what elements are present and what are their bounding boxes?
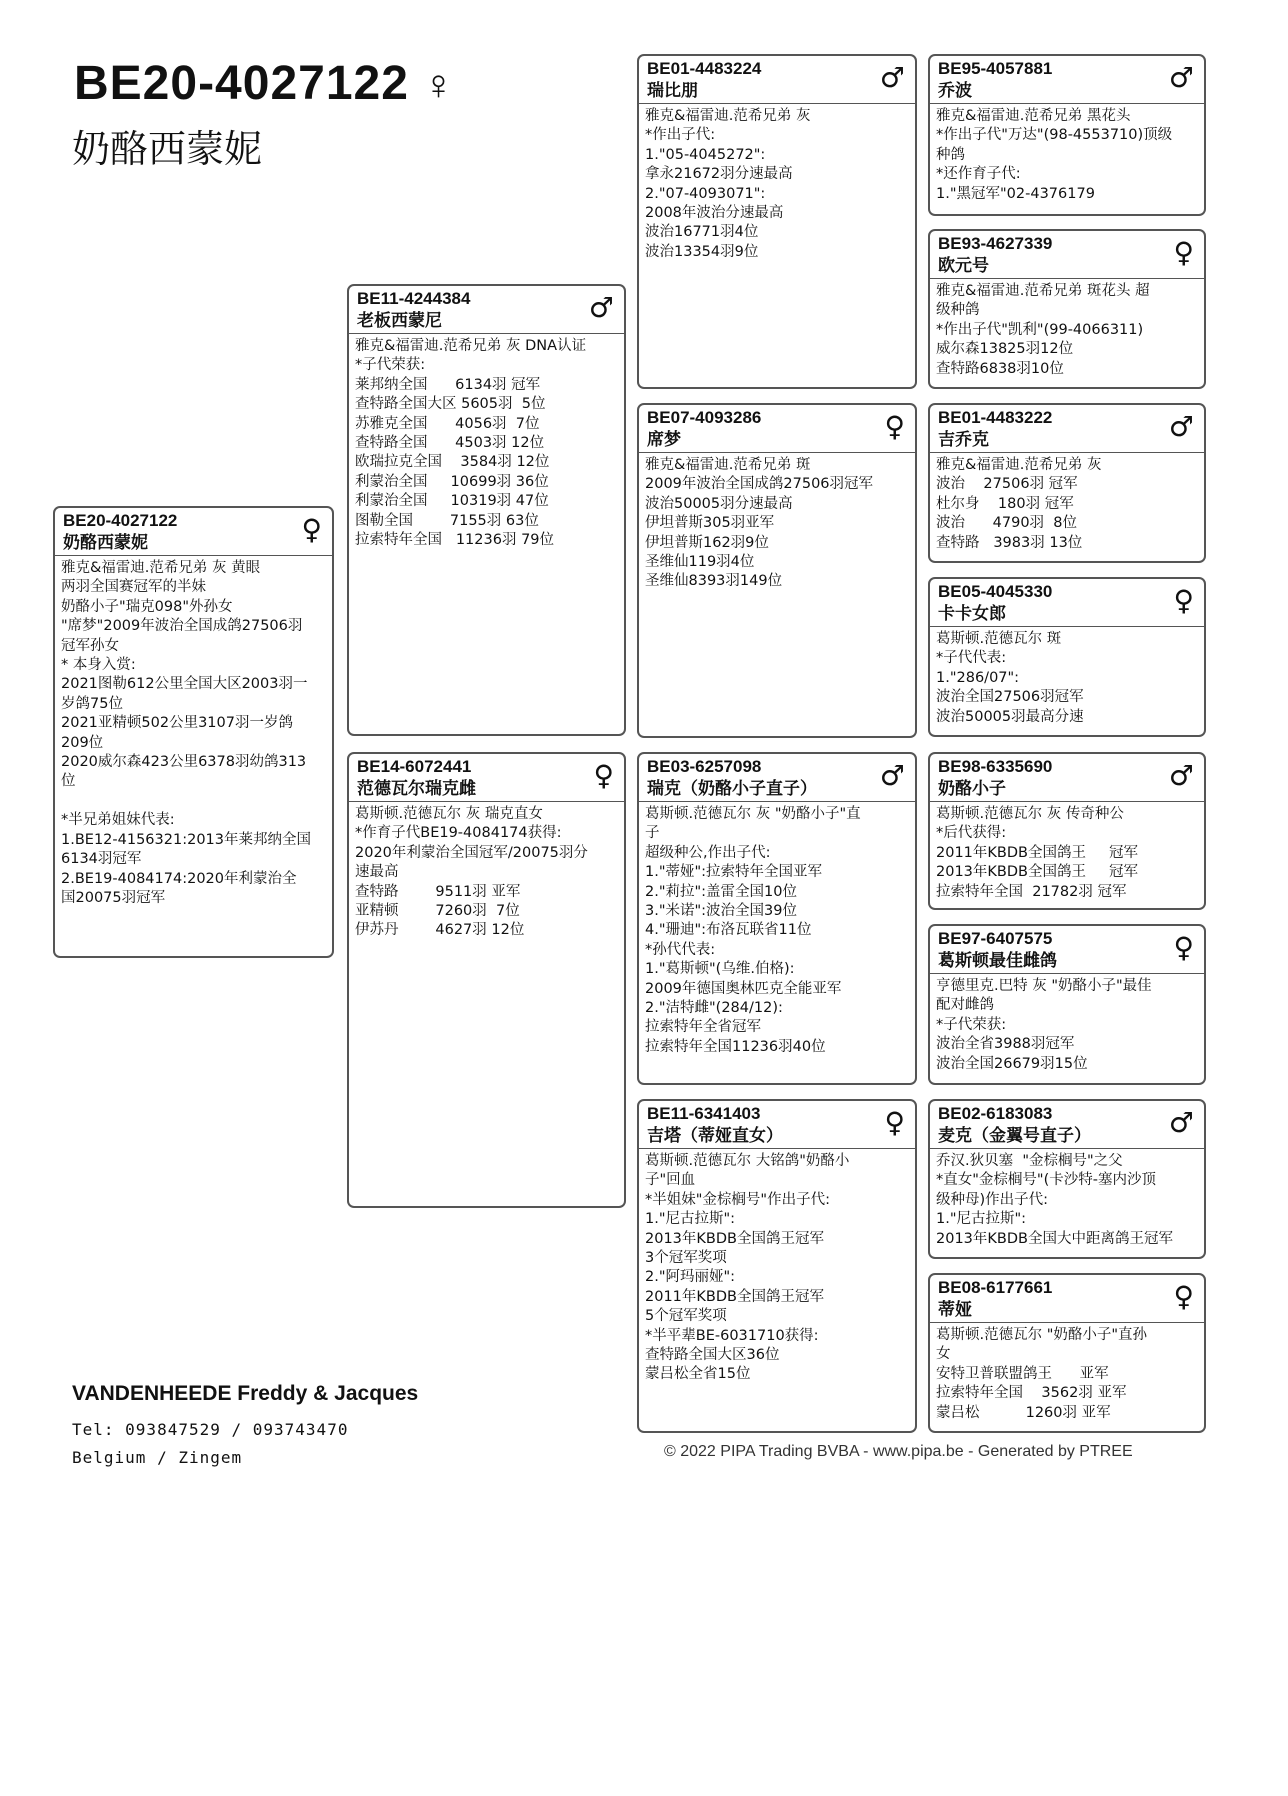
male-icon: ♂	[1168, 759, 1194, 792]
subject-ring-number: BE20-4027122	[74, 57, 409, 110]
note-line: 2011年KBDB全国鸽王冠军	[645, 1288, 824, 1305]
pedigree-card-sire-dam	[637, 403, 917, 738]
pedigree-card-dam	[347, 752, 626, 1208]
note-line: 圣维仙119羽4位	[645, 554, 755, 571]
note-line: 欧瑞拉克全国 3584羽 12位	[355, 454, 550, 471]
pedigree-card-sire-sire	[637, 54, 917, 389]
card-notes	[55, 556, 332, 911]
note-line: 2009年德国奥林匹克全能亚军	[645, 980, 842, 997]
pigeon-name: 奶酪小子	[938, 779, 1006, 799]
note-line: 2021图勒612公里全国大区2003羽一	[61, 676, 308, 693]
note-line: 蒙吕松全省15位	[645, 1366, 751, 1383]
female-icon: ♀	[593, 759, 614, 792]
card-header	[930, 926, 1204, 974]
pigeon-name: 席梦	[647, 430, 681, 450]
note-line: 1."葛斯顿"(乌维.伯格):	[645, 961, 795, 978]
note-line: 拉索特年全国 21782羽 冠军	[936, 883, 1127, 900]
note-line: *作出子代"凯利"(99-4066311)	[936, 321, 1144, 338]
pedigree-card-dsd	[928, 924, 1206, 1085]
note-line: 葛斯顿.范德瓦尔 斑	[936, 631, 1062, 647]
note-line: 波治全国26679羽15位	[936, 1055, 1088, 1072]
card-header	[639, 754, 915, 802]
card-notes	[930, 1149, 1204, 1252]
note-line: 2013年KBDB全国鸽王冠军	[645, 1230, 824, 1247]
note-line: 种鸽	[936, 146, 965, 163]
note-line: 圣维仙8393羽149位	[645, 573, 783, 590]
note-line: 子"回血	[645, 1172, 696, 1189]
card-notes	[639, 1149, 915, 1388]
male-icon: ♂	[879, 61, 905, 94]
note-line: 苏雅克全国 4056羽 7位	[355, 415, 540, 432]
pigeon-name: 吉乔克	[938, 430, 989, 450]
female-icon: ♀	[1173, 584, 1194, 617]
note-line: 拿永21672羽分速最高	[645, 166, 793, 183]
note-line: 1."蒂娅":拉索特年全国亚军	[645, 864, 823, 881]
card-header	[639, 56, 915, 104]
note-line: 雅克&福雷迪.范希兄弟 灰 DNA认证	[355, 338, 587, 354]
note-line: 亨德里克.巴特 灰 "奶酪小子"最佳	[936, 978, 1152, 994]
card-header	[930, 405, 1204, 453]
note-line: 查特路6838羽10位	[936, 360, 1064, 377]
note-line: 杜尔身 180羽 冠军	[936, 495, 1074, 512]
card-notes	[930, 279, 1204, 382]
card-header	[930, 1101, 1204, 1149]
note-line: 查特路全国大区 5605羽 5位	[355, 396, 546, 413]
note-line: 蒙吕松 1260羽 亚军	[936, 1404, 1111, 1421]
pigeon-name: 吉塔（蒂娅直女）	[647, 1126, 783, 1146]
pedigree-card-subject	[53, 506, 334, 958]
male-icon: ♂	[1168, 61, 1194, 94]
note-line: *子代荣获:	[355, 357, 426, 374]
card-header	[930, 231, 1204, 279]
note-line: 2020年利蒙治全国冠军/20075羽分	[355, 844, 588, 861]
female-icon: ♀	[1173, 931, 1194, 964]
pedigree-card-dds	[928, 1099, 1206, 1259]
note-line: 5个冠军奖项	[645, 1308, 727, 1325]
breeder-name: VANDENHEEDE Freddy & Jacques	[72, 1382, 419, 1405]
note-line: 拉索特年全省冠军	[645, 1019, 761, 1036]
card-header	[930, 579, 1204, 627]
note-line: 波治50005羽最高分速	[936, 708, 1084, 725]
card-notes	[639, 802, 915, 1060]
note-line: *半姐妹"金棕榈号"作出子代:	[645, 1191, 830, 1208]
card-notes	[930, 1323, 1204, 1426]
note-line: 查特路全国 4503羽 12位	[355, 435, 545, 452]
note-line: 速最高	[355, 864, 399, 881]
card-header	[55, 508, 332, 556]
note-line: *半兄弟姐妹代表:	[61, 812, 175, 829]
note-line: 利蒙治全国 10699羽 36位	[355, 473, 549, 490]
note-line: 波治 27506羽 冠军	[936, 476, 1078, 493]
ring-number: BE01-4483222	[938, 408, 1053, 427]
note-line: 乔汉.狄贝塞 "金棕榈号"之父	[936, 1153, 1123, 1169]
note-line: 查特路全国大区36位	[645, 1347, 780, 1364]
note-line: 国20075羽冠军	[61, 889, 166, 906]
note-line: 利蒙治全国 10319羽 47位	[355, 493, 549, 510]
note-line: 伊坦普斯162羽9位	[645, 534, 769, 551]
breeder-location: Belgium / Zingem	[72, 1448, 243, 1467]
pigeon-name: 欧元号	[938, 256, 989, 276]
note-line: 葛斯顿.范德瓦尔 灰 瑞克直女	[355, 806, 543, 822]
note-line: 2008年波治分速最高	[645, 205, 784, 222]
note-line	[61, 792, 326, 811]
subject-name: 奶酪西蒙妮	[72, 127, 263, 171]
note-line: 葛斯顿.范德瓦尔 大铭鸽"奶酪小	[645, 1153, 850, 1169]
pedigree-card-dam-dam	[637, 1099, 917, 1433]
card-notes	[930, 974, 1204, 1077]
note-line: 拉索特年全国11236羽40位	[645, 1038, 826, 1055]
note-line: 雅克&福雷迪.范希兄弟 斑花头 超	[936, 283, 1150, 299]
note-line: 1."尼古拉斯":	[645, 1211, 736, 1228]
card-notes	[930, 453, 1204, 556]
note-line: 女	[936, 1346, 951, 1363]
pigeon-name: 范德瓦尔瑞克雌	[357, 779, 476, 799]
note-line: 1."黑冠军"02-4376179	[936, 185, 1095, 202]
card-header	[349, 754, 624, 802]
pedigree-card-ssd	[928, 229, 1206, 389]
pigeon-name: 瑞克（奶酪小子直子）	[647, 779, 817, 799]
note-line: 1."尼古拉斯":	[936, 1211, 1027, 1228]
ring-number: BE14-6072441	[357, 757, 472, 776]
card-header	[349, 286, 624, 334]
note-line: 图勒全国 7155羽 63位	[355, 512, 539, 529]
pedigree-title	[74, 56, 455, 111]
note-line: 波治全国27506羽冠军	[936, 689, 1084, 706]
note-line: 雅克&福雷迪.范希兄弟 黑花头	[936, 108, 1131, 124]
ring-number: BE08-6177661	[938, 1278, 1053, 1297]
card-header	[639, 1101, 915, 1149]
note-line: 2."洁特雌"(284/12):	[645, 1000, 783, 1017]
note-line: 6134羽冠军	[61, 851, 142, 868]
note-line: 子	[645, 825, 660, 842]
pedigree-card-sss	[928, 54, 1206, 216]
note-line: 波治13354羽9位	[645, 243, 759, 260]
note-line: 2.BE19-4084174:2020年利蒙治全	[61, 870, 297, 887]
note-line: 2021亚精顿502公里3107羽一岁鸽	[61, 715, 293, 732]
ring-number: BE97-6407575	[938, 929, 1053, 948]
pigeon-name: 乔波	[938, 81, 972, 101]
pigeon-name: 麦克（金翼号直子）	[938, 1126, 1091, 1146]
pedigree-card-sire	[347, 284, 626, 736]
pedigree-card-dam-sire	[637, 752, 917, 1085]
note-line: 209位	[61, 734, 104, 751]
note-line: 雅克&福雷迪.范希兄弟 灰	[645, 108, 811, 124]
note-line: 级种鸽	[936, 302, 980, 319]
note-line: *作出子代:	[645, 127, 716, 144]
note-line: 3个冠军奖项	[645, 1250, 727, 1267]
note-line: 2013年KBDB全国鸽王 冠军	[936, 864, 1139, 881]
ring-number: BE20-4027122	[63, 511, 178, 530]
card-notes	[930, 104, 1204, 207]
note-line: 波治50005羽分速最高	[645, 495, 793, 512]
note-line: 雅克&福雷迪.范希兄弟 灰	[936, 457, 1102, 473]
ring-number: BE07-4093286	[647, 408, 762, 427]
card-notes	[349, 802, 624, 944]
note-line: 2013年KBDB全国大中距离鸽王冠军	[936, 1230, 1173, 1247]
note-line: 查特路 9511羽 亚军	[355, 883, 521, 900]
male-icon: ♂	[879, 759, 905, 792]
note-line: "席梦"2009年波治全国成鸽27506羽	[61, 618, 303, 635]
note-line: 拉索特年全国 11236羽 79位	[355, 532, 555, 549]
note-line: 岁鸽75位	[61, 695, 123, 712]
pigeon-name: 卡卡女郎	[938, 604, 1006, 624]
card-notes	[349, 334, 624, 553]
pigeon-name: 蒂娅	[938, 1300, 972, 1320]
note-line: *作育子代BE19-4084174获得:	[355, 825, 562, 842]
note-line: 1."286/07":	[936, 669, 1020, 686]
card-header	[639, 405, 915, 453]
ring-number: BE11-4244384	[357, 289, 471, 308]
card-notes	[639, 104, 915, 265]
note-line: * 本身入赏:	[61, 657, 136, 674]
female-icon: ♀	[884, 1106, 905, 1139]
note-line: *子代代表:	[936, 650, 1007, 667]
note-line: *作出子代"万达"(98-4553710)顶级	[936, 127, 1173, 144]
ring-number: BE95-4057881	[938, 59, 1053, 78]
pedigree-card-sds	[928, 403, 1206, 563]
ring-number: BE01-4483224	[647, 59, 762, 78]
pedigree-card-sdd	[928, 577, 1206, 737]
ring-number: BE11-6341403	[647, 1104, 761, 1123]
male-icon: ♂	[588, 291, 614, 324]
note-line: 查特路 3983羽 13位	[936, 534, 1083, 551]
note-line: *半平辈BE-6031710获得:	[645, 1327, 819, 1344]
note-line: 2."07-4093071":	[645, 185, 766, 202]
card-notes	[930, 802, 1204, 905]
note-line: 葛斯顿.范德瓦尔 "奶酪小子"直孙	[936, 1327, 1148, 1343]
card-header	[930, 754, 1204, 802]
ring-number: BE03-6257098	[647, 757, 762, 776]
note-line: 伊苏丹 4627羽 12位	[355, 922, 525, 939]
ring-number: BE98-6335690	[938, 757, 1053, 776]
card-notes	[639, 453, 915, 595]
note-line: *直女"金棕榈号"(卡沙特-塞内沙顶	[936, 1172, 1156, 1189]
pigeon-name: 葛斯顿最佳雌鸽	[938, 951, 1057, 971]
ring-number: BE93-4627339	[938, 234, 1053, 253]
male-icon: ♂	[1168, 410, 1194, 443]
ring-number: BE02-6183083	[938, 1104, 1053, 1123]
pigeon-name: 老板西蒙尼	[357, 311, 442, 331]
card-notes	[930, 627, 1204, 730]
pigeon-name: 奶酪西蒙妮	[63, 533, 148, 553]
note-line: 3."米诺":波治全国39位	[645, 903, 798, 920]
note-line: 拉索特年全国 3562羽 亚军	[936, 1385, 1127, 1402]
note-line: 波治全省3988羽冠军	[936, 1036, 1075, 1053]
note-line: 莱邦纳全国 6134羽 冠军	[355, 376, 541, 393]
ring-number: BE05-4045330	[938, 582, 1053, 601]
pigeon-name: 瑞比朋	[647, 81, 698, 101]
note-line: 2020威尔森423公里6378羽幼鸽313	[61, 754, 307, 771]
note-line: 2011年KBDB全国鸽王 冠军	[936, 844, 1139, 861]
female-icon: ♀	[301, 513, 322, 546]
card-header	[930, 1275, 1204, 1323]
note-line: 冠军孙女	[61, 637, 119, 654]
note-line: 波治16771羽4位	[645, 224, 759, 241]
female-icon: ♀	[884, 410, 905, 443]
note-line: 伊坦普斯305羽亚军	[645, 515, 775, 532]
note-line: 4."珊迪":布洛瓦联省11位	[645, 922, 812, 939]
note-line: 2."阿玛丽娅":	[645, 1269, 736, 1286]
card-header	[930, 56, 1204, 104]
note-line: 2."莉拉":盖雷全国10位	[645, 883, 798, 900]
note-line: 葛斯顿.范德瓦尔 灰 "奶酪小子"直	[645, 806, 861, 822]
note-line: 位	[61, 773, 76, 790]
breeder-phone: Tel: 093847529 / 093743470	[72, 1420, 349, 1439]
note-line: 安特卫普联盟鸽王 亚军	[936, 1365, 1109, 1382]
note-line: *孙代代表:	[645, 941, 716, 958]
note-line: 超级种公,作出子代:	[645, 844, 771, 861]
note-line: *还作育子代:	[936, 166, 1021, 183]
pedigree-card-ddd	[928, 1273, 1206, 1433]
female-icon: ♀	[1173, 236, 1194, 269]
pedigree-card-dss	[928, 752, 1206, 910]
note-line: 1."05-4045272":	[645, 146, 766, 163]
note-line: 雅克&福雷迪.范希兄弟 斑	[645, 457, 811, 473]
female-icon: ♀	[1173, 1280, 1194, 1313]
note-line: 亚精顿 7260羽 7位	[355, 903, 520, 920]
note-line: 葛斯顿.范德瓦尔 灰 传奇种公	[936, 806, 1124, 822]
note-line: 级种母)作出子代:	[936, 1191, 1049, 1208]
note-line: 威尔森13825羽12位	[936, 341, 1074, 358]
note-line: 雅克&福雷迪.范希兄弟 灰 黄眼	[61, 560, 261, 576]
female-icon: ♀	[422, 61, 456, 108]
note-line: 1.BE12-4156321:2013年莱邦纳全国	[61, 831, 311, 848]
male-icon: ♂	[1168, 1106, 1194, 1139]
note-line: *后代获得:	[936, 825, 1007, 842]
note-line: 波治 4790羽 8位	[936, 515, 1077, 532]
note-line: 配对雌鸽	[936, 997, 994, 1014]
copyright-notice: © 2022 PIPA Trading BVBA - www.pipa.be - Generated by PTREE	[664, 1443, 1133, 1460]
note-line: 奶酪小子"瑞克098"外孙女	[61, 598, 233, 615]
note-line: *子代荣获:	[936, 1016, 1007, 1033]
note-line: 2009年波治全国成鸽27506羽冠军	[645, 476, 874, 493]
note-line: 两羽全国赛冠军的半妹	[61, 579, 206, 596]
